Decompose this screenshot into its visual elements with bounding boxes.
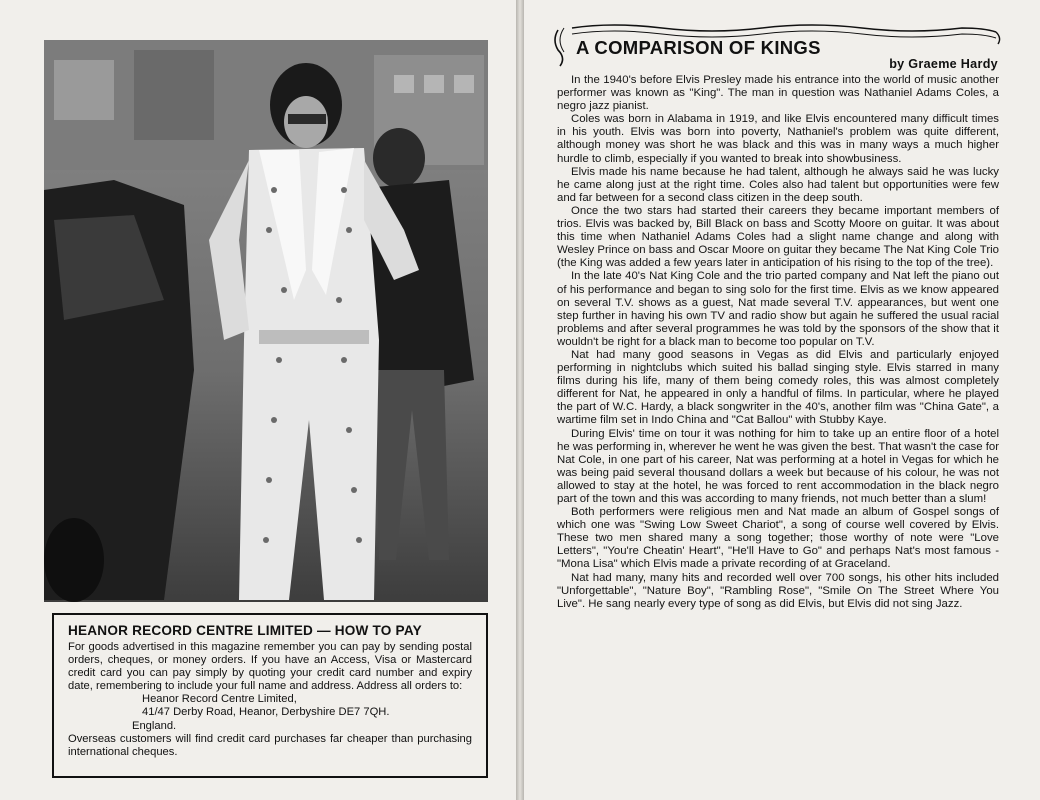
- article-paragraph: In the late 40's Nat King Cole and the trio parted company and Nat left the piano out of his performance and began to sing solo for the first time. Elvis as we know appeared on several T.V. shows as a guest, Nat made several T.V. appearances, but went one step further in having his own TV and radio show but again he suffered the usual racial problems and after several programmes he was told by the sponsors of the show that it wouldn't be right for a black man to become too popular on T.V.: [557, 270, 999, 348]
- ad-title: HEANOR RECORD CENTRE LIMITED — HOW TO PAY: [68, 623, 422, 638]
- ad-address-line: 41/47 Derby Road, Heanor, Derbyshire DE7 7QH.: [142, 706, 390, 719]
- article-paragraph: Nat had many, many hits and recorded well over 700 songs, his other hits included "Unforgettable", "Nature Boy", "Rambling Rose", "Smile On The Street Where You Live". He sang nearly every type of song as did Elvis, but Elvis did not sing Jazz.: [557, 571, 999, 610]
- article-byline: by Graeme Hardy: [889, 57, 998, 71]
- photo-illustration: [44, 40, 488, 602]
- photo: [44, 40, 488, 602]
- article-paragraph: Both performers were religious men and Nat made an album of Gospel songs of which one was "Swing Low Sweet Chariot", a song of course well covered by Elvis. These two men shared many a song together; those worthy of note were "Love Letters", "You're Cheatin' Heart", "He'll Have to Go" and perhaps Nat's most famous - "Mona Lisa" which Elvis made a private recording of at Graceland.: [557, 506, 999, 571]
- payment-info-box: [52, 613, 488, 778]
- article-paragraph: During Elvis' time on tour it was nothing for him to take up an entire floor of a hotel he was performing in, wherever he went he was given the best. That wasn't the case for Nat Cole, in one part of his career, Nat was performing at a hotel in Vegas for which he was being paid several thousand dollars a week but because of his colour, he was not allowed to stay at the hotel, he was forced to rent accommodation in the black negro part of the town and this was according to many friends, not much better than a slum!: [557, 427, 1000, 505]
- ad-overseas-note: Overseas customers will find credit card purchases far cheaper than purchasing international cheques.: [68, 732, 472, 758]
- article-paragraph: Coles was born in Alabama in 1919, and like Elvis encountered many difficult times in his youth. Elvis was born into poverty, Nathaniel's problem was quite different, although money was short he was black and this was in many ways a much higher hurdle to climb, especially if you wanted to break into showbusiness.: [557, 113, 999, 165]
- article-paragraph: Once the two stars had started their careers they became important members of trios. Elvis was backed by, Bill Black on bass and Scotty Moore on guitar. It was about this time when Nathaniel Adams Coles had a slight name change and along with Wesley Prince on bass and Oscar Moore on guitar they became The Nat King Cole Trio (the King was added a few years later in anticipation of his rising to the top of the tree).: [557, 204, 999, 270]
- ad-body: For goods advertised in this magazine remember you can pay by sending postal orders, cheques, or money orders. If you have an Access, Visa or Mastercard credit card you can pay simply by quoting your credit card number and expiry date, remembering to include your full name and address. Address all orders to:: [68, 641, 472, 693]
- article-paragraph: Nat had many good seasons in Vegas as did Elvis and particularly enjoyed performing in nightclubs which suited his ballad singing style. Elvis starred in many films during his life, many of them being comedy roles, this was almost completely different for Nat, he appeared in only a handful of films. In particular, where he played the part of W.C. Hardy, a black songwriter in the 40's, another film was "China Gate", a wartime film set in Indo China and "Cat Ballou" with Stubby Kaye.: [557, 348, 999, 427]
- article-paragraph: In the 1940's before Elvis Presley made his entrance into the world of music another performer was known as "King". The man in question was Nathaniel Adams Coles, a negro jazz pianist.: [557, 74, 999, 113]
- ad-address-line: Heanor Record Centre Limited,: [142, 693, 297, 706]
- article-title: A COMPARISON OF KINGS: [576, 37, 821, 58]
- article-body: [557, 74, 999, 611]
- page-gutter: [516, 0, 524, 800]
- article-paragraph: Elvis made his name because he had talent, although he always said he was lucky he came along just at the right time. Coles also had talent but opportunities were few and far between for a second class citizen in the deep south.: [557, 165, 999, 204]
- left-page: [0, 0, 516, 800]
- ad-address-line: England.: [132, 719, 177, 732]
